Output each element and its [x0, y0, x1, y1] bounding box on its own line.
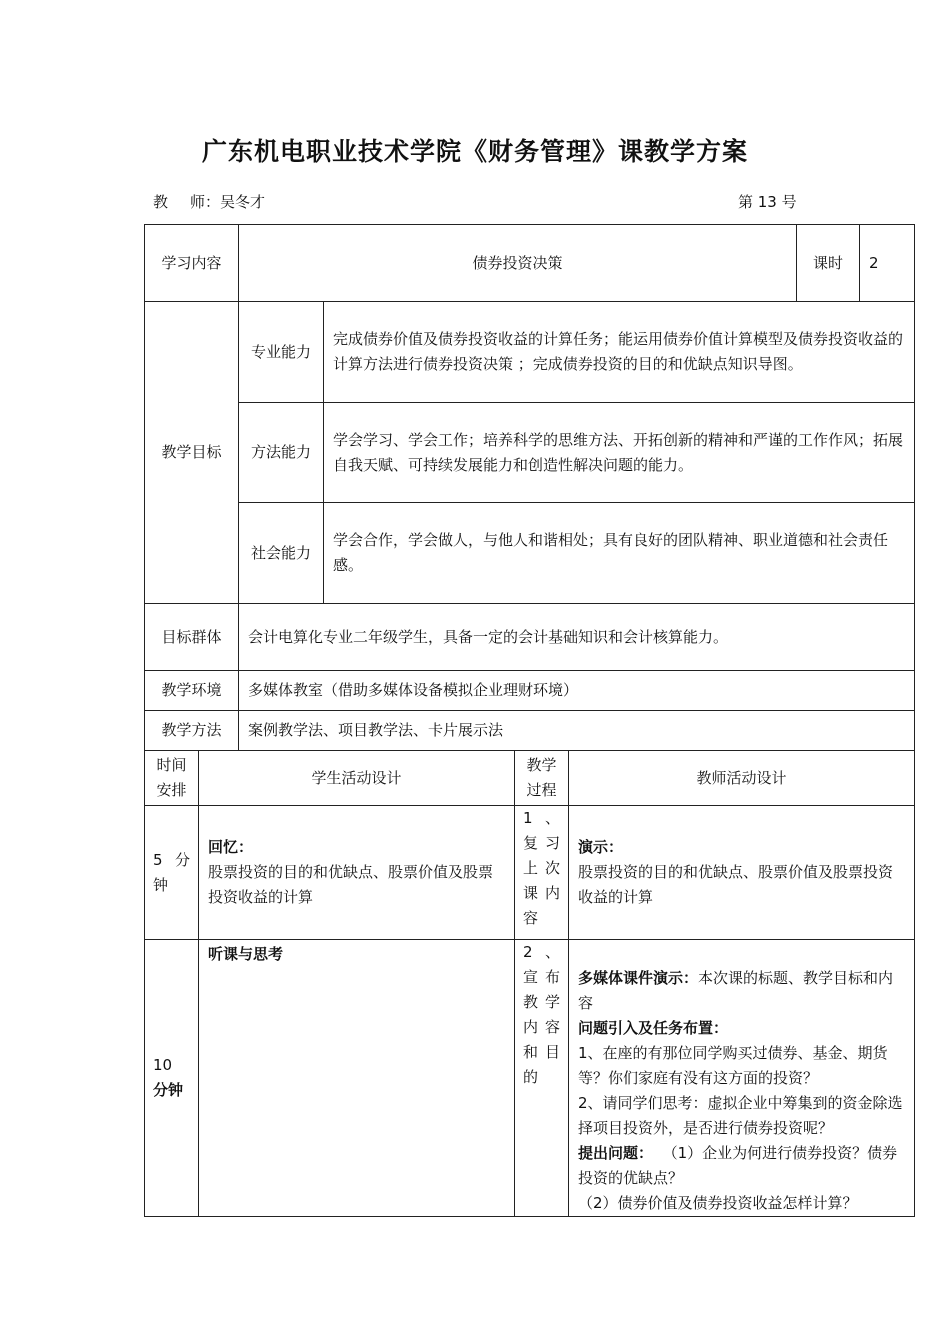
goal-label: 专业能力	[239, 302, 324, 403]
teacher-activity-text: 1、在座的有那位同学购买过债券、基金、期货等？你们家庭有没有这方面的投资？	[578, 1044, 888, 1087]
teacher-activity-title: 多媒体课件演示：	[578, 969, 699, 987]
time-value: 10	[153, 1056, 173, 1074]
environment-value: 多媒体教室（借助多媒体设备模拟企业理财环境）	[239, 671, 915, 711]
schedule-row	[145, 806, 915, 940]
target-group-row	[145, 604, 915, 671]
time-cell	[145, 940, 199, 1217]
method-value: 案例教学法、项目教学法、卡片展示法	[239, 711, 915, 751]
teacher-activity-title: 问题引入及任务布置：	[578, 1019, 729, 1037]
teacher-activity-title: 演示：	[578, 838, 624, 856]
teacher-name: 吴冬才	[220, 193, 266, 211]
page-title: 广东机电职业技术学院《财务管理》课教学方案	[201, 137, 748, 166]
goal-text: 学会合作，学会做人，与他人和谐相处；具有良好的团队精神、职业道德和社会责任感。	[324, 503, 915, 604]
process-header-line: 教学	[526, 756, 557, 774]
process-header-line: 过程	[526, 781, 557, 799]
teacher-label-2: 师：	[190, 193, 221, 211]
hours-value: 2	[860, 225, 915, 302]
teacher-activity-text: 本次课的标题、教学目标和内容	[578, 969, 894, 1012]
content-value: 债券投资决策	[239, 225, 797, 302]
goal-label: 方法能力	[239, 403, 324, 503]
teacher-activity-text: 2、请同学们思考：虚拟企业中筹集到的资金除选择项目投资外，是否进行债券投资呢？	[578, 1094, 903, 1137]
environment-row	[145, 671, 915, 711]
time-cell: 5 分钟	[145, 806, 199, 940]
time-header-line: 时间	[156, 756, 187, 774]
schedule-header-row	[145, 751, 915, 806]
goal-row	[145, 403, 915, 503]
plan-number: 第 13 号	[738, 193, 797, 211]
time-header	[145, 751, 199, 806]
student-activity-text: 股票投资的目的和优缺点、股票价值及股票投资收益的计算	[208, 863, 494, 906]
schedule-table	[144, 750, 915, 1217]
target-group-label: 目标群体	[145, 604, 239, 671]
hours-label: 课时	[797, 225, 860, 302]
teacher-activity-title: 提出问题：	[578, 1144, 654, 1162]
goal-text: 学会学习、学会工作；培养科学的思维方法、开拓创新的精神和严谨的工作作风；拓展自我天赋、可持续发展能力和创造性解决问题的能力。	[324, 403, 915, 503]
target-group-value: 会计电算化专业二年级学生，具备一定的会计基础知识和会计核算能力。	[239, 604, 915, 671]
teacher-activity-cell	[569, 940, 915, 1217]
goal-text: 完成债券价值及债券投资收益的计算任务；能运用债券价值计算模型及债券投资收益的计算方法进行债券投资决策 ；完成债券投资的目的和优缺点知识导图。	[324, 302, 915, 403]
teacher-activity-header: 教师活动设计	[569, 751, 915, 806]
student-activity-cell	[199, 806, 515, 940]
method-label: 教学方法	[145, 711, 239, 751]
teacher-activity-text: （2）债券价值及债券投资收益怎样计算？	[578, 1194, 858, 1212]
method-row	[145, 711, 915, 751]
time-unit: 分钟	[153, 1081, 184, 1099]
goal-row	[145, 302, 915, 403]
teacher-activity-cell	[569, 806, 915, 940]
goals-label: 教学目标	[145, 302, 239, 604]
content-label: 学习内容	[145, 225, 239, 302]
schedule-row	[145, 940, 915, 1217]
process-cell: 2 、宣布教学内容和目的	[515, 940, 569, 1217]
teacher-info	[153, 191, 265, 212]
content-row	[145, 225, 915, 302]
teacher-activity-text: 股票投资的目的和优缺点、股票价值及股票投资收益的计算	[578, 863, 894, 906]
student-activity-title: 听课与思考	[208, 945, 284, 963]
time-header-line: 安排	[156, 781, 187, 799]
process-header	[515, 751, 569, 806]
student-activity-header: 学生活动设计	[199, 751, 515, 806]
student-activity-cell	[199, 940, 515, 1217]
process-cell: 1 、复习上次课内容	[515, 806, 569, 940]
student-activity-title: 回忆：	[208, 838, 254, 856]
environment-label: 教学环境	[145, 671, 239, 711]
plan-info-table	[144, 224, 915, 751]
goal-row	[145, 503, 915, 604]
goal-label: 社会能力	[239, 503, 324, 604]
teacher-label: 教	[153, 193, 169, 211]
teacher-activity-text: （1）企业为何进行债券投资？债券投资的优缺点？	[578, 1144, 898, 1187]
